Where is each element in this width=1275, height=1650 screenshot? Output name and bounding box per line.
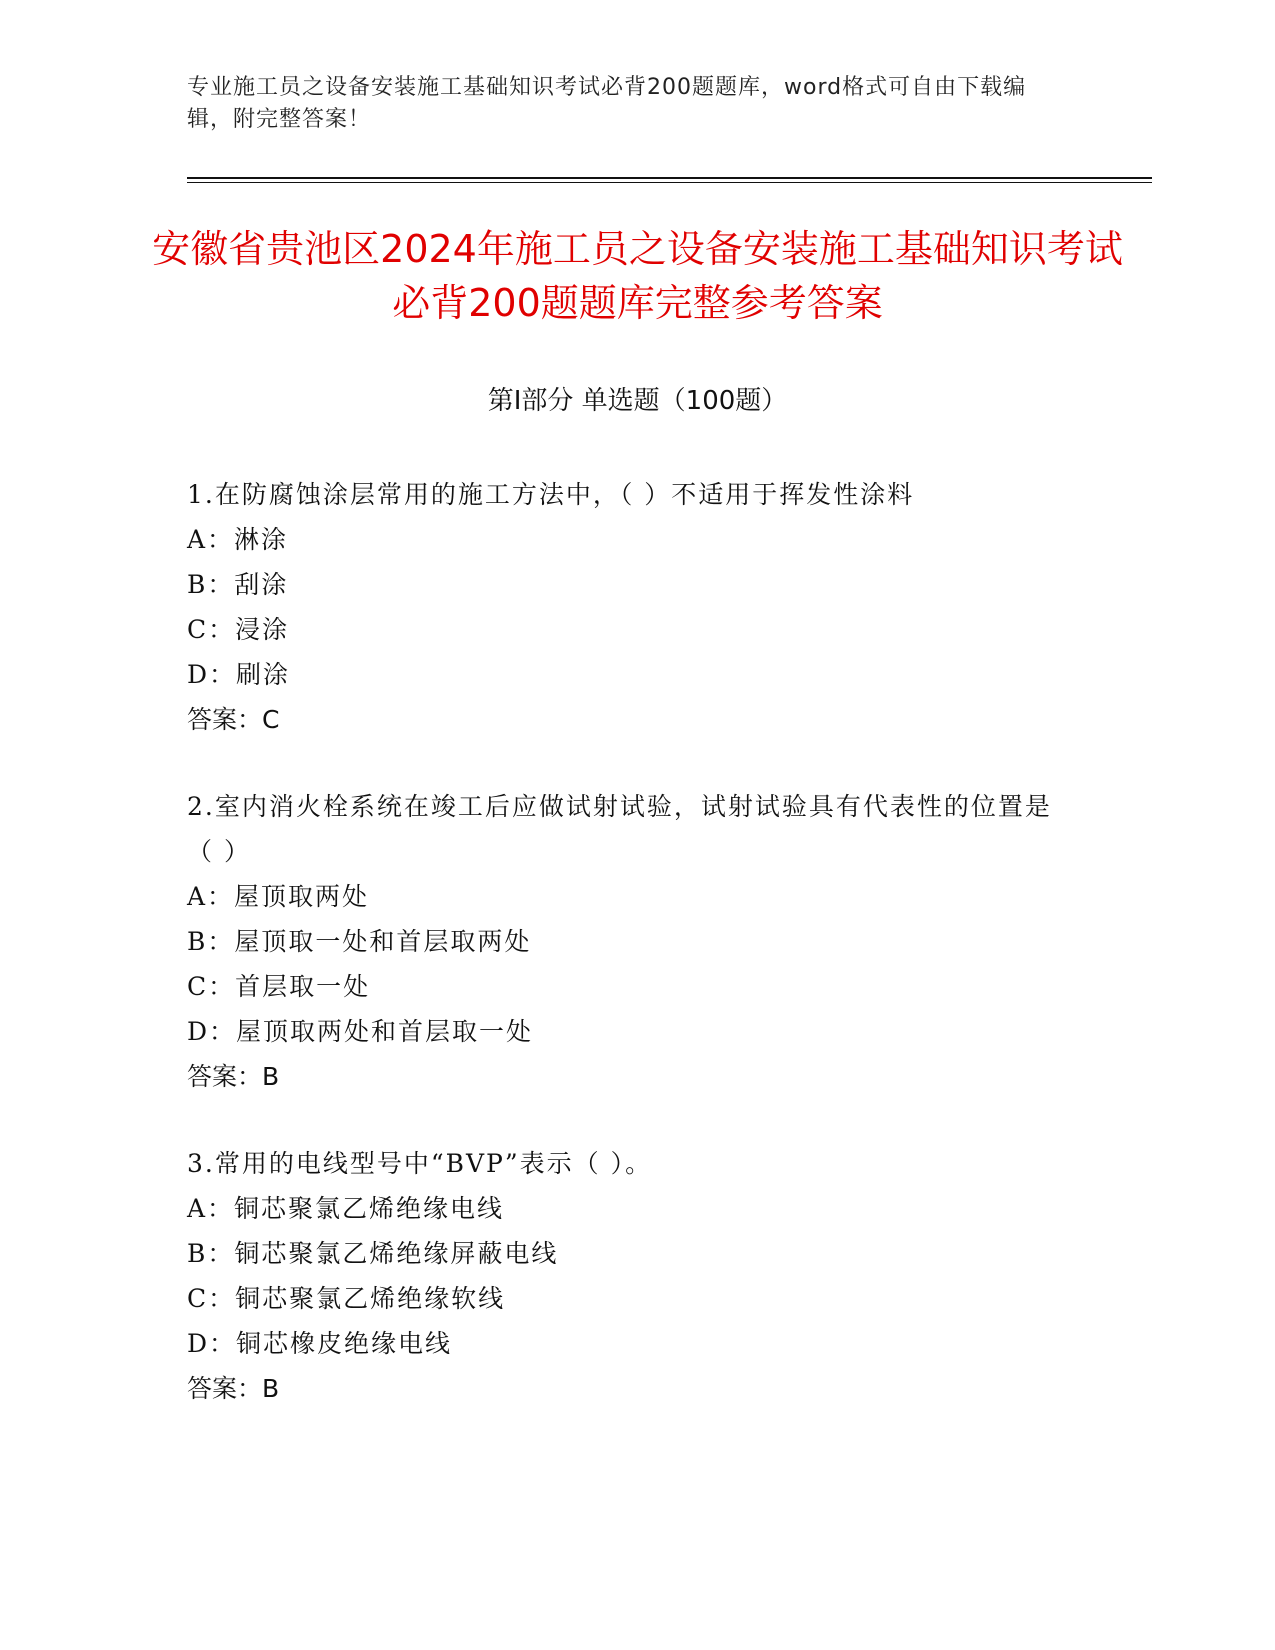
answer: 答案：C	[187, 705, 280, 734]
option-d: D：刷涂	[187, 660, 291, 689]
answer: 答案：B	[187, 1374, 280, 1403]
question-stem: 2.室内消火栓系统在竣工后应做试射试验，试射试验具有代表性的位置是（ ）	[187, 792, 1052, 866]
option-c: C：铜芯聚氯乙烯绝缘软线	[187, 1284, 506, 1313]
answer: 答案：B	[187, 1062, 280, 1091]
option-a: A：淋涂	[187, 525, 289, 554]
section-heading: 第Ⅰ部分 单选题（100题）	[487, 386, 788, 416]
option-d: D：屋顶取两处和首层取一处	[187, 1017, 534, 1046]
option-a: A：铜芯聚氯乙烯绝缘电线	[187, 1194, 505, 1223]
option-b: B：屋顶取一处和首层取两处	[187, 927, 532, 956]
question-3	[187, 1141, 1067, 1411]
option-b: B：刮涂	[187, 570, 289, 599]
option-b: B：铜芯聚氯乙烯绝缘屏蔽电线	[187, 1239, 559, 1268]
question-stem: 3.常用的电线型号中“BVP”表示（ ）。	[187, 1149, 653, 1178]
header-note: 专业施工员之设备安装施工基础知识考试必背200题题库，word格式可自由下载编辑，附完整答案！	[187, 75, 1027, 132]
question-1	[187, 472, 1067, 742]
document-title: 安徽省贵池区2024年施工员之设备安装施工基础知识考试必背200题题库完整参考答案	[152, 227, 1123, 325]
option-c: C：首层取一处	[187, 972, 371, 1001]
question-stem: 1.在防腐蚀涂层常用的施工方法中，（ ）不适用于挥发性涂料	[187, 480, 915, 509]
header-rule-thick	[187, 177, 1152, 179]
question-list	[187, 472, 1067, 1453]
option-d: D：铜芯橡皮绝缘电线	[187, 1329, 453, 1358]
header-rule-thin	[187, 182, 1152, 183]
option-a: A：屋顶取两处	[187, 882, 370, 911]
question-2	[187, 784, 1067, 1099]
option-c: C：浸涂	[187, 615, 290, 644]
